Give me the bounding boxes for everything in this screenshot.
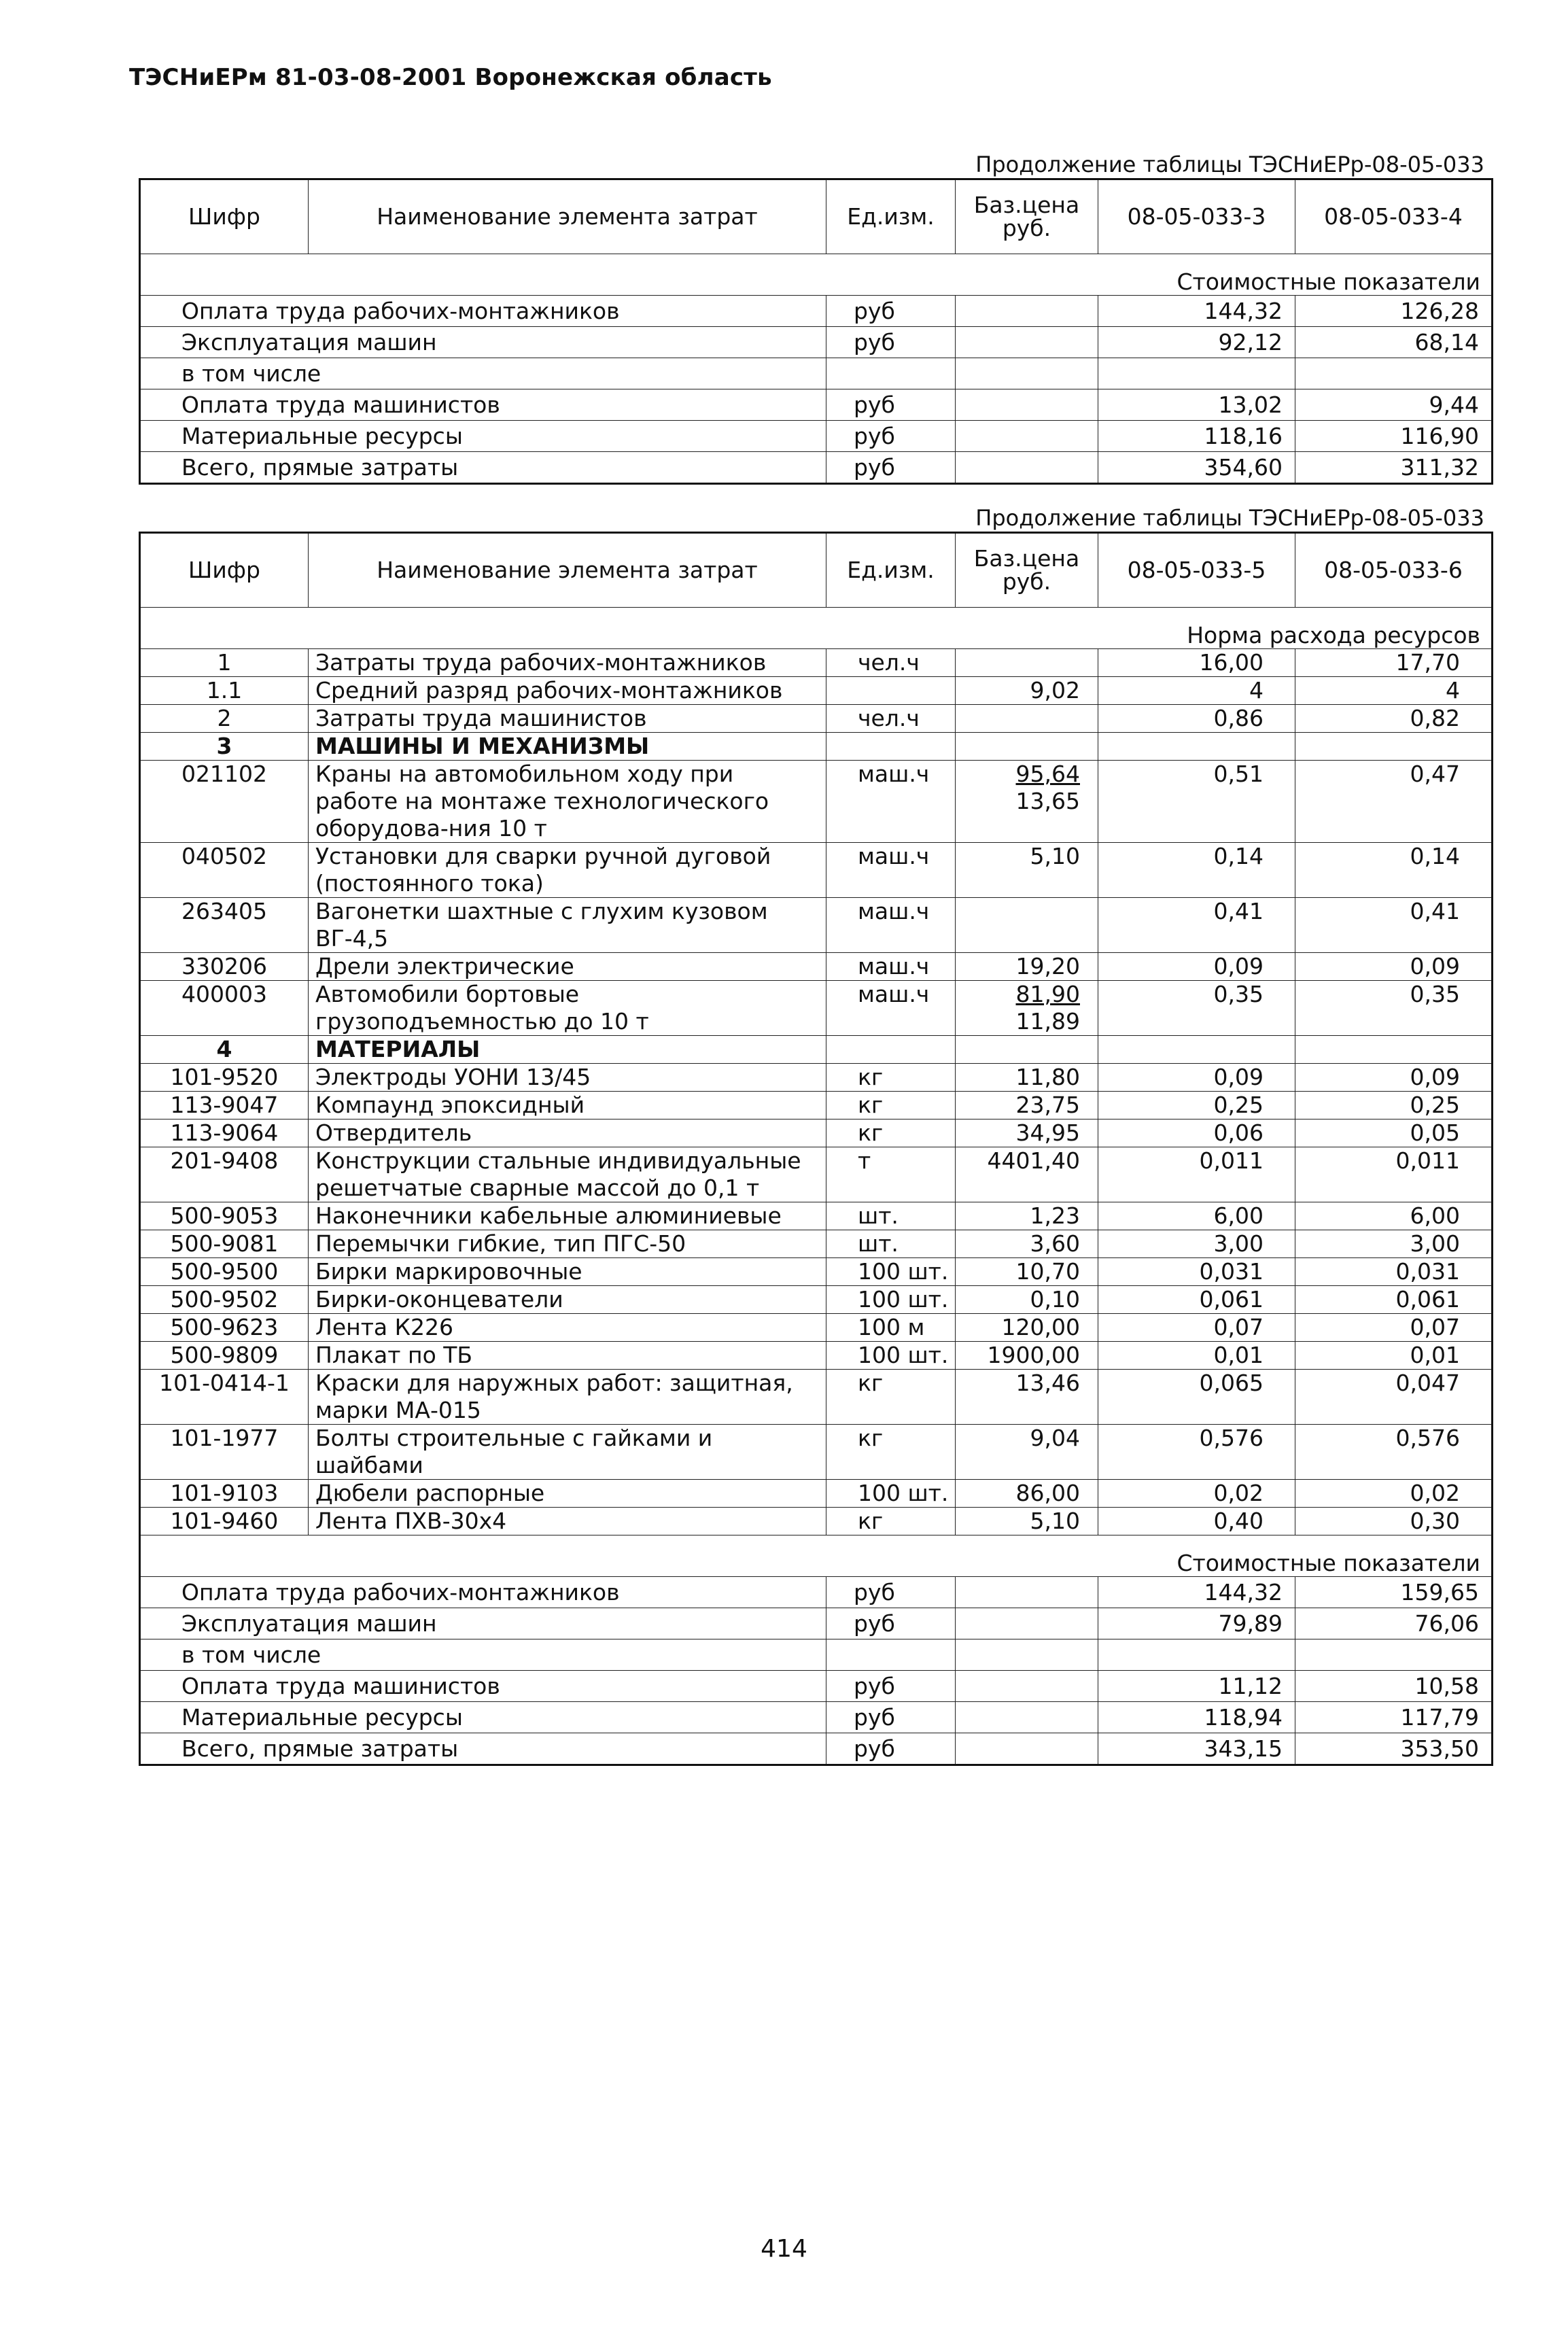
summary-value-b: 126,28: [1295, 296, 1493, 327]
resource-name: Краски для наружных работ: защитная, марки МА-015: [309, 1370, 826, 1425]
norm-value-a: 0,09: [1098, 953, 1295, 981]
norm-value-b: 0,30: [1295, 1508, 1493, 1535]
norm-value-b: 0,047: [1295, 1370, 1493, 1425]
norm-value-a: 0,576: [1098, 1425, 1295, 1480]
resource-unit: маш.ч: [826, 843, 956, 898]
summary-unit: руб: [826, 421, 956, 452]
resource-price: 34,95: [956, 1120, 1098, 1147]
resource-name: Плакат по ТБ: [309, 1342, 826, 1370]
resource-code: 330206: [140, 953, 309, 981]
norm-value-b: 0,07: [1295, 1314, 1493, 1342]
norm-value-b: 0,25: [1295, 1092, 1493, 1120]
resource-price: [956, 898, 1098, 953]
resource-name: Бирки маркировочные: [309, 1258, 826, 1286]
resource-row: [140, 705, 1493, 733]
norm-value-a: 16,00: [1098, 649, 1295, 677]
resource-row: [140, 1425, 1493, 1480]
resource-price: 5,10: [956, 843, 1098, 898]
resource-code: 101-1977: [140, 1425, 309, 1480]
resource-name: Перемычки гибкие, тип ПГС-50: [309, 1230, 826, 1258]
norm-value-b: 0,35: [1295, 981, 1493, 1036]
table-2-summary: [140, 1535, 1493, 1765]
norm-value-b: 0,09: [1295, 1064, 1493, 1092]
resource-unit: кг: [826, 1120, 956, 1147]
resource-row: [140, 1314, 1493, 1342]
norm-value-b: 0,031: [1295, 1258, 1493, 1286]
resource-unit: шт.: [826, 1202, 956, 1230]
resource-name: Вагонетки шахтные с глухим кузовом ВГ-4,5: [309, 898, 826, 953]
section-heading-row: [140, 733, 1493, 761]
summary-value-a: 144,32: [1098, 1577, 1295, 1608]
resource-row: [140, 677, 1493, 705]
resource-code: 2: [140, 705, 309, 733]
resource-price: 23,75: [956, 1092, 1098, 1120]
summary-value-a: 118,16: [1098, 421, 1295, 452]
price-numerator: 95,64: [1015, 761, 1080, 787]
norm-value-a: 0,41: [1098, 898, 1295, 953]
resource-row: [140, 1342, 1493, 1370]
header-col-a: 08-05-033-5: [1098, 533, 1295, 608]
resource-price: 13,46: [956, 1370, 1098, 1425]
header-unit: Ед.изм.: [826, 179, 956, 254]
resource-price: [956, 733, 1098, 761]
resource-row: [140, 1230, 1493, 1258]
summary-name: Всего, прямые затраты: [140, 1733, 826, 1765]
resource-unit: чел.ч: [826, 705, 956, 733]
resource-unit: маш.ч: [826, 898, 956, 953]
resource-unit: чел.ч: [826, 649, 956, 677]
summary-value-b: 10,58: [1295, 1671, 1493, 1702]
resource-name: Электроды УОНИ 13/45: [309, 1064, 826, 1092]
resource-unit: кг: [826, 1508, 956, 1535]
section-title-row: [140, 254, 1493, 296]
summary-name: Материальные ресурсы: [140, 421, 826, 452]
summary-name: Эксплуатация машин: [140, 327, 826, 358]
resource-row: [140, 1370, 1493, 1425]
summary-row: [140, 452, 1493, 484]
resource-price: 9,04: [956, 1425, 1098, 1480]
summary-row: [140, 327, 1493, 358]
summary-empty-cell: [956, 421, 1098, 452]
norm-value-a: 0,061: [1098, 1286, 1295, 1314]
summary-row: [140, 1577, 1493, 1608]
summary-value-b: 117,79: [1295, 1702, 1493, 1733]
summary-unit: руб: [826, 452, 956, 484]
resource-price: 10,70: [956, 1258, 1098, 1286]
summary-value-b: [1295, 1639, 1493, 1671]
resource-price: 86,00: [956, 1480, 1098, 1508]
resource-table-2: [139, 532, 1493, 1766]
norm-value-a: [1098, 1036, 1295, 1064]
resource-code: 500-9623: [140, 1314, 309, 1342]
resource-name: Дюбели распорные: [309, 1480, 826, 1508]
summary-unit: руб: [826, 1577, 956, 1608]
norm-value-a: 3,00: [1098, 1230, 1295, 1258]
summary-empty-cell: [956, 358, 1098, 389]
summary-unit: руб: [826, 1733, 956, 1765]
header-col-b: 08-05-033-4: [1295, 179, 1493, 254]
header-price: Баз.цена руб.: [956, 533, 1098, 608]
resource-code: 4: [140, 1036, 309, 1064]
summary-value-a: 343,15: [1098, 1733, 1295, 1765]
summary-value-a: 354,60: [1098, 452, 1295, 484]
summary-row: [140, 1702, 1493, 1733]
norm-value-a: 0,86: [1098, 705, 1295, 733]
table-continuation-label: Продолжение таблицы ТЭСНиЕРр-08-05-033: [975, 152, 1484, 177]
summary-value-b: 76,06: [1295, 1608, 1493, 1639]
resource-name: Краны на автомобильном ходу при работе на монтаже технологического оборудова-ния 10 т: [309, 761, 826, 843]
resource-name: Средний разряд рабочих-монтажников: [309, 677, 826, 705]
summary-row: [140, 296, 1493, 327]
table-2-body: [140, 608, 1493, 1535]
norm-value-b: 6,00: [1295, 1202, 1493, 1230]
resource-row: [140, 761, 1493, 843]
summary-value-a: 13,02: [1098, 389, 1295, 421]
summary-row: [140, 1608, 1493, 1639]
resource-name: Конструкции стальные индивидуальные решетчатые сварные массой до 0,1 т: [309, 1147, 826, 1202]
resource-name: Лента К226: [309, 1314, 826, 1342]
resource-unit: 100 м: [826, 1314, 956, 1342]
resource-name: Лента ПХВ-30х4: [309, 1508, 826, 1535]
resource-price: 11,80: [956, 1064, 1098, 1092]
resource-code: 101-9520: [140, 1064, 309, 1092]
resource-code: 263405: [140, 898, 309, 953]
summary-row: [140, 421, 1493, 452]
resource-row: [140, 981, 1493, 1036]
resource-unit: 100 шт.: [826, 1286, 956, 1314]
summary-name: Всего, прямые затраты: [140, 452, 826, 484]
resource-price: 4401,40: [956, 1147, 1098, 1202]
summary-empty-cell: [956, 327, 1098, 358]
resource-row: [140, 843, 1493, 898]
norm-value-b: 0,576: [1295, 1425, 1493, 1480]
resource-price: 19,20: [956, 953, 1098, 981]
summary-empty-cell: [956, 296, 1098, 327]
summary-value-a: [1098, 1639, 1295, 1671]
resource-code: 500-9081: [140, 1230, 309, 1258]
resource-code: 3: [140, 733, 309, 761]
norm-value-a: 0,09: [1098, 1064, 1295, 1092]
resource-unit: кг: [826, 1092, 956, 1120]
norm-value-a: 0,35: [1098, 981, 1295, 1036]
norm-value-a: 6,00: [1098, 1202, 1295, 1230]
resource-code: 500-9502: [140, 1286, 309, 1314]
resource-price: 0,10: [956, 1286, 1098, 1314]
resource-name: Наконечники кабельные алюминиевые: [309, 1202, 826, 1230]
norm-value-b: 4: [1295, 677, 1493, 705]
resource-row: [140, 1064, 1493, 1092]
summary-name: в том числе: [140, 1639, 826, 1671]
section-title-row: [140, 1535, 1493, 1577]
summary-empty-cell: [956, 389, 1098, 421]
resource-price: [956, 705, 1098, 733]
norm-value-a: 0,51: [1098, 761, 1295, 843]
header-name: Наименование элемента затрат: [309, 179, 826, 254]
page-header: ТЭСНиЕРм 81-03-08-2001 Воронежская область: [129, 64, 772, 91]
resource-name: Болты строительные с гайками и шайбами: [309, 1425, 826, 1480]
resource-unit: кг: [826, 1370, 956, 1425]
norm-value-b: 0,14: [1295, 843, 1493, 898]
summary-unit: руб: [826, 389, 956, 421]
norm-value-b: 0,09: [1295, 953, 1493, 981]
resource-unit: т: [826, 1147, 956, 1202]
price-denominator: 11,89: [1015, 1008, 1080, 1035]
resource-row: [140, 1258, 1493, 1286]
table-block-1: [139, 151, 1491, 485]
resource-price: 1900,00: [956, 1342, 1098, 1370]
resource-unit: кг: [826, 1425, 956, 1480]
resource-price: [956, 1036, 1098, 1064]
summary-value-b: 116,90: [1295, 421, 1493, 452]
norm-value-a: 0,40: [1098, 1508, 1295, 1535]
norm-value-b: [1295, 733, 1493, 761]
norm-value-a: 0,02: [1098, 1480, 1295, 1508]
resource-code: 021102: [140, 761, 309, 843]
table-continuation-label: Продолжение таблицы ТЭСНиЕРр-08-05-033: [975, 505, 1484, 531]
norm-value-b: 0,061: [1295, 1286, 1493, 1314]
resource-code: 1.1: [140, 677, 309, 705]
resource-row: [140, 953, 1493, 981]
summary-empty-cell: [956, 1671, 1098, 1702]
resource-unit: 100 шт.: [826, 1480, 956, 1508]
summary-name: Оплата труда рабочих-монтажников: [140, 1577, 826, 1608]
resource-name: Автомобили бортовые грузоподъемностью до 10 т: [309, 981, 826, 1036]
summary-unit: руб: [826, 327, 956, 358]
header-col-b: 08-05-033-6: [1295, 533, 1493, 608]
resource-name: МАТЕРИАЛЫ: [309, 1036, 826, 1064]
summary-value-b: 68,14: [1295, 327, 1493, 358]
resource-code: 101-9103: [140, 1480, 309, 1508]
norm-value-a: 0,07: [1098, 1314, 1295, 1342]
resource-unit: [826, 733, 956, 761]
header-name: Наименование элемента затрат: [309, 533, 826, 608]
resource-code: 040502: [140, 843, 309, 898]
table-block-2: [139, 504, 1491, 1766]
norm-value-b: 0,41: [1295, 898, 1493, 953]
summary-value-a: 79,89: [1098, 1608, 1295, 1639]
resource-name: Отвердитель: [309, 1120, 826, 1147]
norm-value-b: 3,00: [1295, 1230, 1493, 1258]
norm-value-a: 0,065: [1098, 1370, 1295, 1425]
resource-unit: 100 шт.: [826, 1258, 956, 1286]
summary-unit: [826, 1639, 956, 1671]
resource-price: 5,10: [956, 1508, 1098, 1535]
table-1-body: [140, 254, 1493, 484]
resource-row: [140, 1120, 1493, 1147]
header-price: Баз.цена руб.: [956, 179, 1098, 254]
summary-name: в том числе: [140, 358, 826, 389]
summary-row: [140, 1733, 1493, 1765]
resource-name: Дрели электрические: [309, 953, 826, 981]
norm-value-a: [1098, 733, 1295, 761]
summary-value-a: [1098, 358, 1295, 389]
resource-code: 101-9460: [140, 1508, 309, 1535]
section-title: Стоимостные показатели: [140, 1535, 1493, 1577]
resource-name: Компаунд эпоксидный: [309, 1092, 826, 1120]
summary-unit: руб: [826, 296, 956, 327]
resource-code: 500-9500: [140, 1258, 309, 1286]
summary-name: Эксплуатация машин: [140, 1608, 826, 1639]
resource-row: [140, 1286, 1493, 1314]
cost-table-1: [139, 178, 1493, 485]
resource-price: [956, 761, 1098, 843]
summary-empty-cell: [956, 1639, 1098, 1671]
resource-unit: [826, 677, 956, 705]
summary-empty-cell: [956, 452, 1098, 484]
resource-code: 500-9809: [140, 1342, 309, 1370]
resource-price: [956, 649, 1098, 677]
norm-value-b: 0,02: [1295, 1480, 1493, 1508]
resource-row: [140, 1480, 1493, 1508]
norm-value-a: 0,01: [1098, 1342, 1295, 1370]
header-unit: Ед.изм.: [826, 533, 956, 608]
summary-row: [140, 1671, 1493, 1702]
norm-value-b: 0,01: [1295, 1342, 1493, 1370]
summary-value-b: [1295, 358, 1493, 389]
norm-value-a: 4: [1098, 677, 1295, 705]
table-header-row: [140, 533, 1493, 608]
summary-unit: [826, 358, 956, 389]
norm-value-b: [1295, 1036, 1493, 1064]
resource-code: 201-9408: [140, 1147, 309, 1202]
price-denominator: 13,65: [1015, 788, 1080, 814]
norm-value-b: 0,82: [1295, 705, 1493, 733]
resource-price: [956, 981, 1098, 1036]
resource-code: 101-0414-1: [140, 1370, 309, 1425]
summary-name: Оплата труда машинистов: [140, 389, 826, 421]
norm-value-a: 0,06: [1098, 1120, 1295, 1147]
norm-value-a: 0,011: [1098, 1147, 1295, 1202]
resource-row: [140, 1508, 1493, 1535]
summary-value-b: 353,50: [1295, 1733, 1493, 1765]
resource-price: 120,00: [956, 1314, 1098, 1342]
summary-value-a: 118,94: [1098, 1702, 1295, 1733]
summary-row: [140, 1639, 1493, 1671]
norm-value-b: 0,011: [1295, 1147, 1493, 1202]
resource-price: 1,23: [956, 1202, 1098, 1230]
summary-unit: руб: [826, 1702, 956, 1733]
page-number: 414: [761, 2235, 807, 2263]
summary-unit: руб: [826, 1671, 956, 1702]
resource-row: [140, 1147, 1493, 1202]
section-title: Стоимостные показатели: [140, 254, 1493, 296]
resource-unit: [826, 1036, 956, 1064]
norm-title: Норма расхода ресурсов: [140, 608, 1493, 649]
summary-empty-cell: [956, 1608, 1098, 1639]
resource-code: 113-9047: [140, 1092, 309, 1120]
summary-name: Материальные ресурсы: [140, 1702, 826, 1733]
summary-value-a: 92,12: [1098, 327, 1295, 358]
summary-row: [140, 358, 1493, 389]
resource-price: 3,60: [956, 1230, 1098, 1258]
header-col-a: 08-05-033-3: [1098, 179, 1295, 254]
header-code: Шифр: [140, 533, 309, 608]
summary-value-a: 144,32: [1098, 296, 1295, 327]
resource-code: 113-9064: [140, 1120, 309, 1147]
resource-row: [140, 649, 1493, 677]
summary-name: Оплата труда машинистов: [140, 1671, 826, 1702]
norm-value-b: 0,05: [1295, 1120, 1493, 1147]
section-heading-row: [140, 1036, 1493, 1064]
norm-value-b: 17,70: [1295, 649, 1493, 677]
resource-unit: 100 шт.: [826, 1342, 956, 1370]
resource-unit: шт.: [826, 1230, 956, 1258]
resource-code: 400003: [140, 981, 309, 1036]
table-header-row: [140, 179, 1493, 254]
summary-value-b: 9,44: [1295, 389, 1493, 421]
resource-name: Бирки-оконцеватели: [309, 1286, 826, 1314]
norm-value-a: 0,25: [1098, 1092, 1295, 1120]
header-code: Шифр: [140, 179, 309, 254]
resource-row: [140, 1092, 1493, 1120]
price-numerator: 81,90: [1015, 981, 1080, 1007]
norm-value-a: 0,031: [1098, 1258, 1295, 1286]
summary-name: Оплата труда рабочих-монтажников: [140, 296, 826, 327]
resource-name: МАШИНЫ И МЕХАНИЗМЫ: [309, 733, 826, 761]
resource-unit: маш.ч: [826, 981, 956, 1036]
resource-code: 500-9053: [140, 1202, 309, 1230]
resource-row: [140, 1202, 1493, 1230]
resource-price: 9,02: [956, 677, 1098, 705]
norm-value-b: 0,47: [1295, 761, 1493, 843]
summary-value-a: 11,12: [1098, 1671, 1295, 1702]
resource-unit: маш.ч: [826, 761, 956, 843]
resource-name: Установки для сварки ручной дуговой (постоянного тока): [309, 843, 826, 898]
resource-name: Затраты труда рабочих-монтажников: [309, 649, 826, 677]
summary-unit: руб: [826, 1608, 956, 1639]
summary-value-b: 159,65: [1295, 1577, 1493, 1608]
summary-empty-cell: [956, 1702, 1098, 1733]
summary-empty-cell: [956, 1733, 1098, 1765]
summary-empty-cell: [956, 1577, 1098, 1608]
resource-code: 1: [140, 649, 309, 677]
resource-row: [140, 898, 1493, 953]
summary-value-b: 311,32: [1295, 452, 1493, 484]
norm-value-a: 0,14: [1098, 843, 1295, 898]
summary-row: [140, 389, 1493, 421]
resource-name: Затраты труда машинистов: [309, 705, 826, 733]
resource-unit: маш.ч: [826, 953, 956, 981]
resource-unit: кг: [826, 1064, 956, 1092]
norm-title-row: [140, 608, 1493, 649]
